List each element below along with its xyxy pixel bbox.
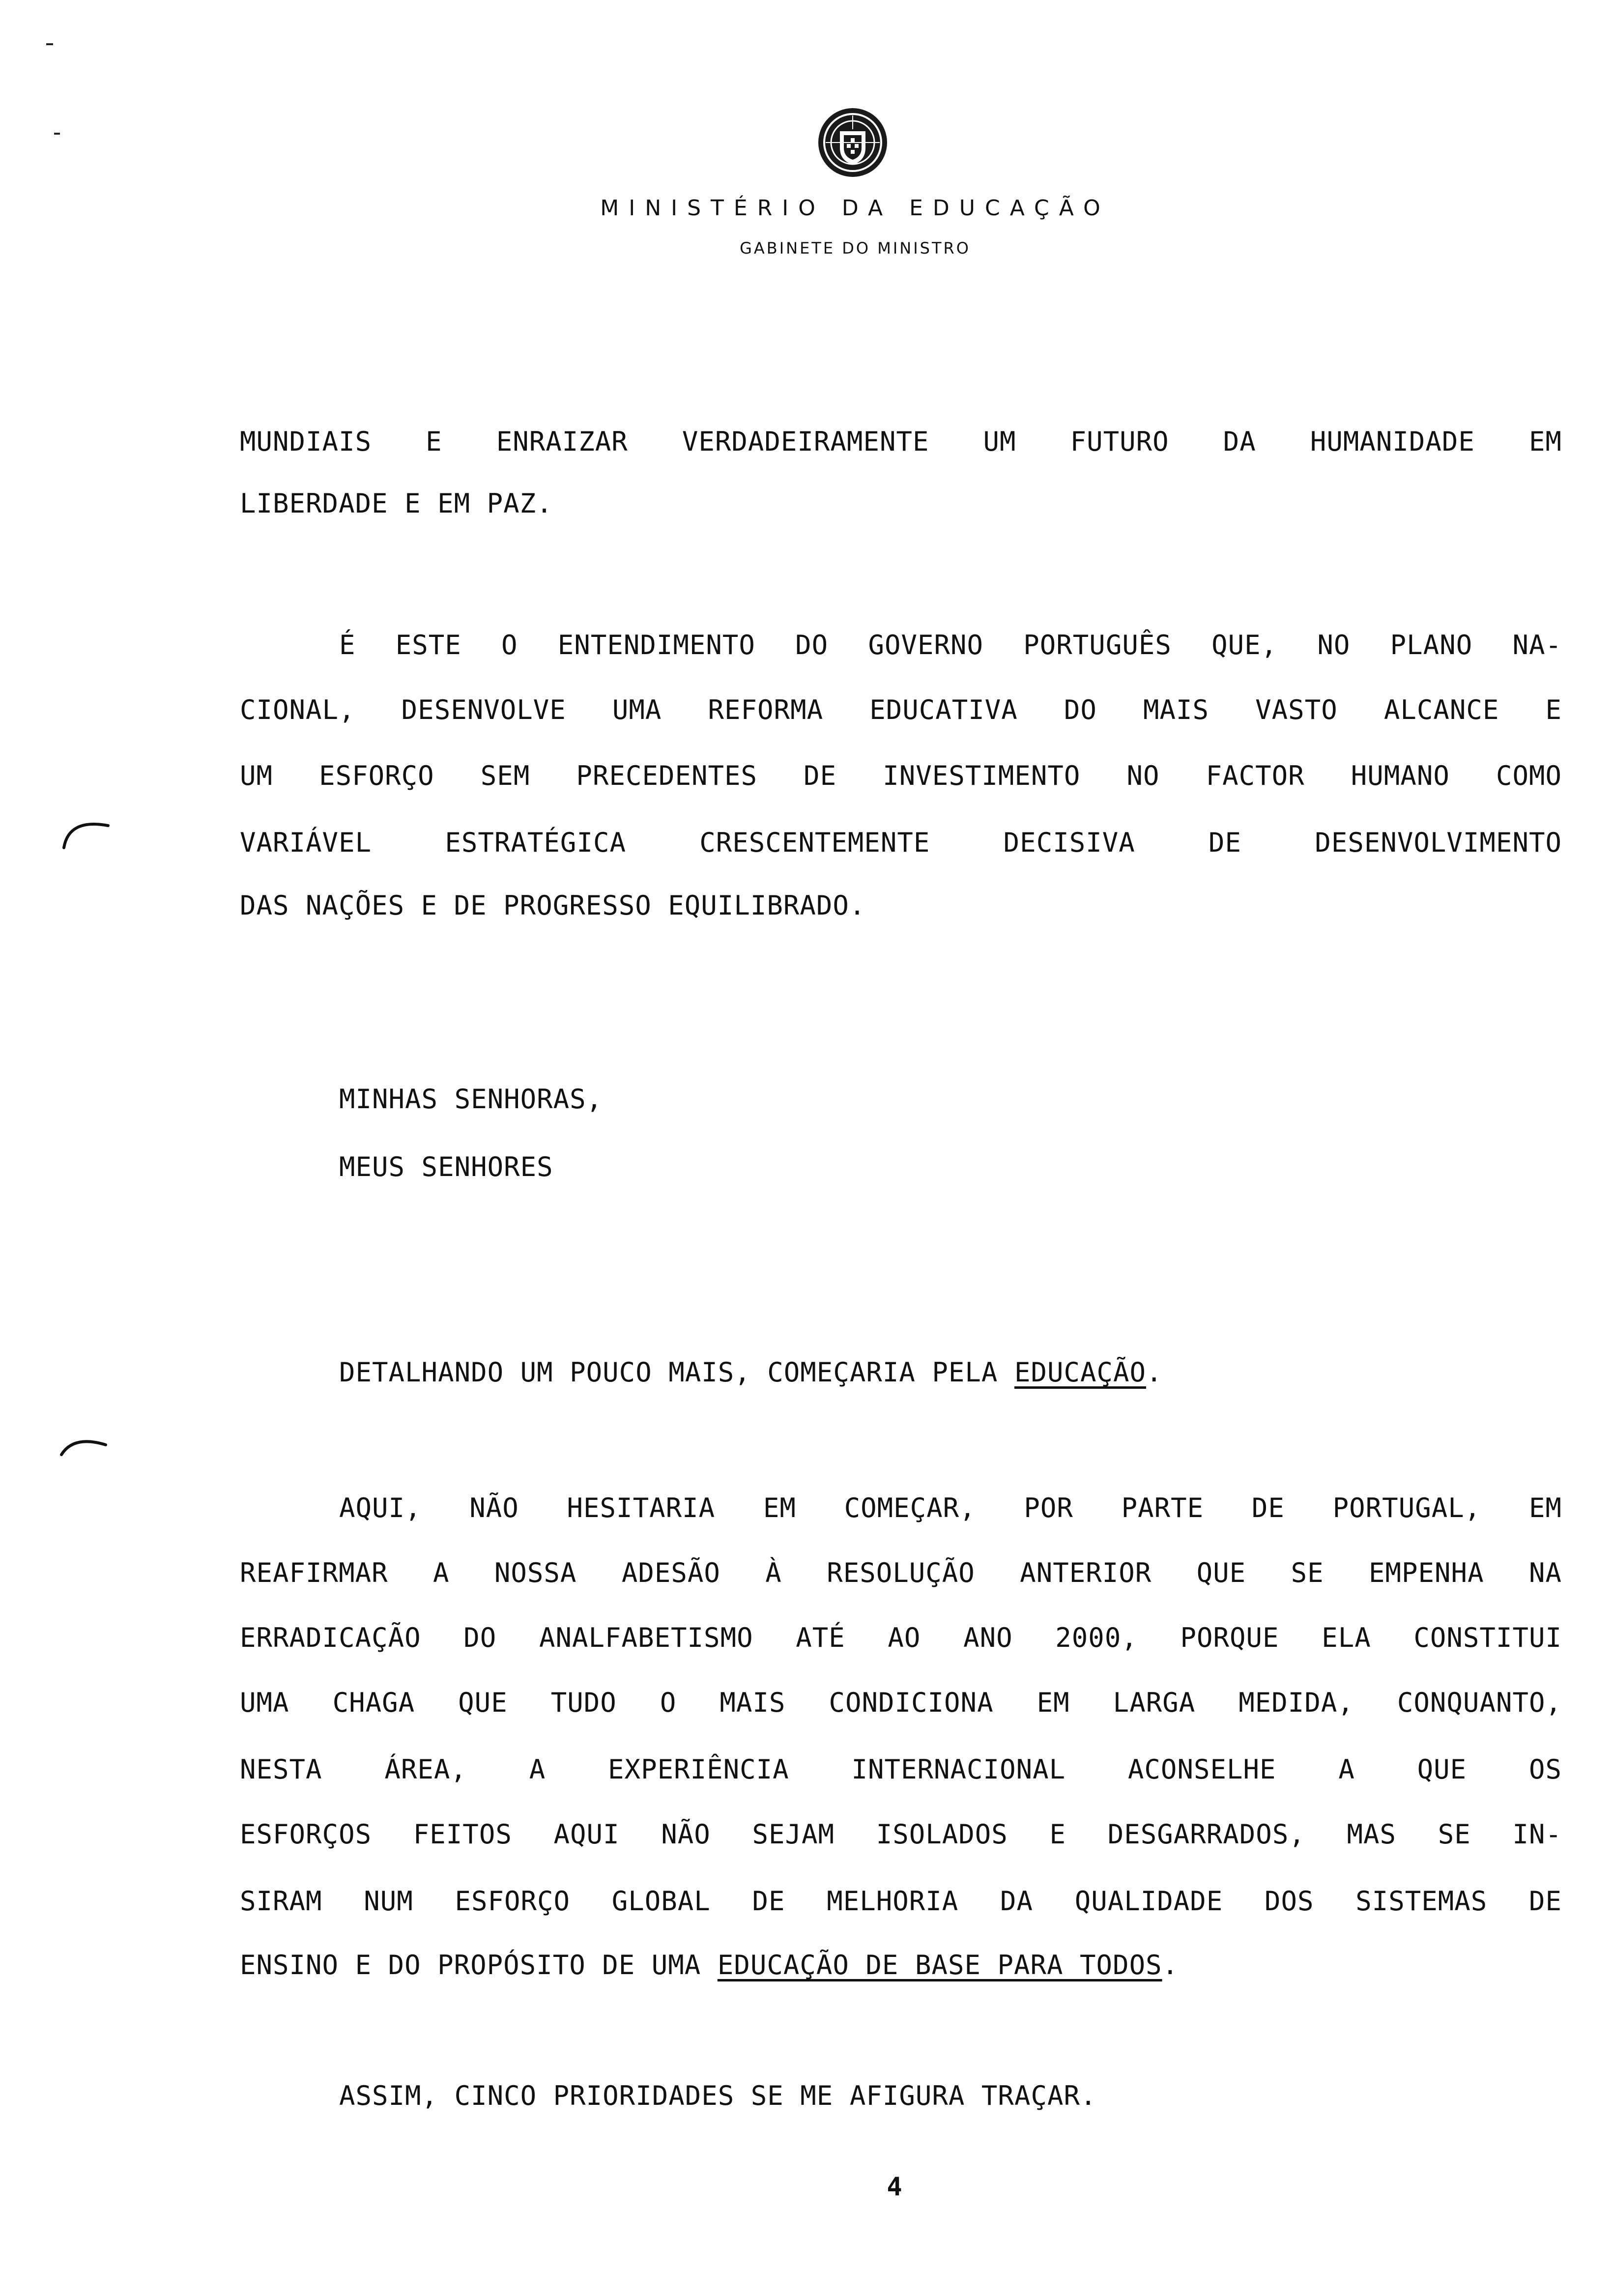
paragraph-2-line-5: DAS NAÇÕES E DE PROGRESSO EQUILIBRADO. <box>240 890 866 921</box>
scan-speck-marks <box>44 39 64 147</box>
paragraph-4-last-tail: . <box>1162 1950 1179 1980</box>
paragraph-4-underlined: EDUCAÇÃO DE BASE PARA TODOS <box>717 1950 1162 1980</box>
paragraph-4-line-8 <box>240 1948 1179 1982</box>
paragraph-4-line-1: AQUI, NÃO HESITARIA EM COMEÇAR, POR PARTE DE PORTUGAL, EM <box>339 1492 1562 1523</box>
binder-hole-mark-2 <box>57 1425 111 1464</box>
paragraph-2-line-4: VARIÁVEL ESTRATÉGICA CRESCENTEMENTE DECISIVA DE DESENVOLVIMENTO <box>240 827 1562 858</box>
binder-hole-mark-1 <box>59 806 113 850</box>
paragraph-3-tail: . <box>1146 1357 1163 1388</box>
paragraph-3-underlined: EDUCAÇÃO <box>1014 1357 1147 1388</box>
paragraph-2-line-2: CIONAL, DESENVOLVE UMA REFORMA EDUCATIVA DO MAIS VASTO ALCANCE E <box>240 694 1562 725</box>
paragraph-4-line-2: REAFIRMAR A NOSSA ADESÃO À RESOLUÇÃO ANTERIOR QUE SE EMPENHA NA <box>240 1557 1562 1588</box>
salutation-line-1: MINHAS SENHORAS, <box>339 1084 603 1115</box>
paragraph-3 <box>339 1355 1163 1390</box>
paragraph-4-line-5: NESTA ÁREA, A EXPERIÊNCIA INTERNACIONAL ACONSELHE A QUE OS <box>240 1754 1562 1785</box>
paragraph-4-line-7: SIRAM NUM ESFORÇO GLOBAL DE MELHORIA DA QUALIDADE DOS SISTEMAS DE <box>240 1886 1562 1917</box>
paragraph-4-line-3: ERRADICAÇÃO DO ANALFABETISMO ATÉ AO ANO 2000, PORQUE ELA CONSTITUI <box>240 1622 1562 1653</box>
paragraph-3-lead: DETALHANDO UM POUCO MAIS, COMEÇARIA PELA <box>339 1357 1014 1388</box>
ministry-title: MINISTÉRIO DA EDUCAÇÃO <box>600 196 1110 221</box>
paragraph-4-line-6: ESFORÇOS FEITOS AQUI NÃO SEJAM ISOLADOS E DESGARRADOS, MAS SE IN- <box>240 1819 1562 1850</box>
page-number: 4 <box>887 2172 902 2202</box>
paragraph-2-line-1: É ESTE O ENTENDIMENTO DO GOVERNO PORTUGUÊS QUE, NO PLANO NA- <box>339 630 1562 660</box>
paragraph-2-line-3: UM ESFORÇO SEM PRECEDENTES DE INVESTIMENTO NO FACTOR HUMANO COMO <box>240 760 1562 791</box>
paragraph-5: ASSIM, CINCO PRIORIDADES SE ME AFIGURA TRAÇAR. <box>339 2080 1097 2111</box>
coat-of-arms-seal <box>816 106 890 179</box>
paragraph-4-last-lead: ENSINO E DO PROPÓSITO DE UMA <box>240 1950 718 1980</box>
paragraph-1-line-1: MUNDIAIS E ENRAIZAR VERDADEIRAMENTE UM FUTURO DA HUMANIDADE EM <box>240 426 1562 457</box>
paragraph-4-line-4: UMA CHAGA QUE TUDO O MAIS CONDICIONA EM LARGA MEDIDA, CONQUANTO, <box>240 1687 1562 1718</box>
salutation-line-2: MEUS SENHORES <box>339 1151 553 1182</box>
paragraph-1-line-2: LIBERDADE E EM PAZ. <box>240 488 553 519</box>
cabinet-subtitle: GABINETE DO MINISTRO <box>740 239 971 258</box>
